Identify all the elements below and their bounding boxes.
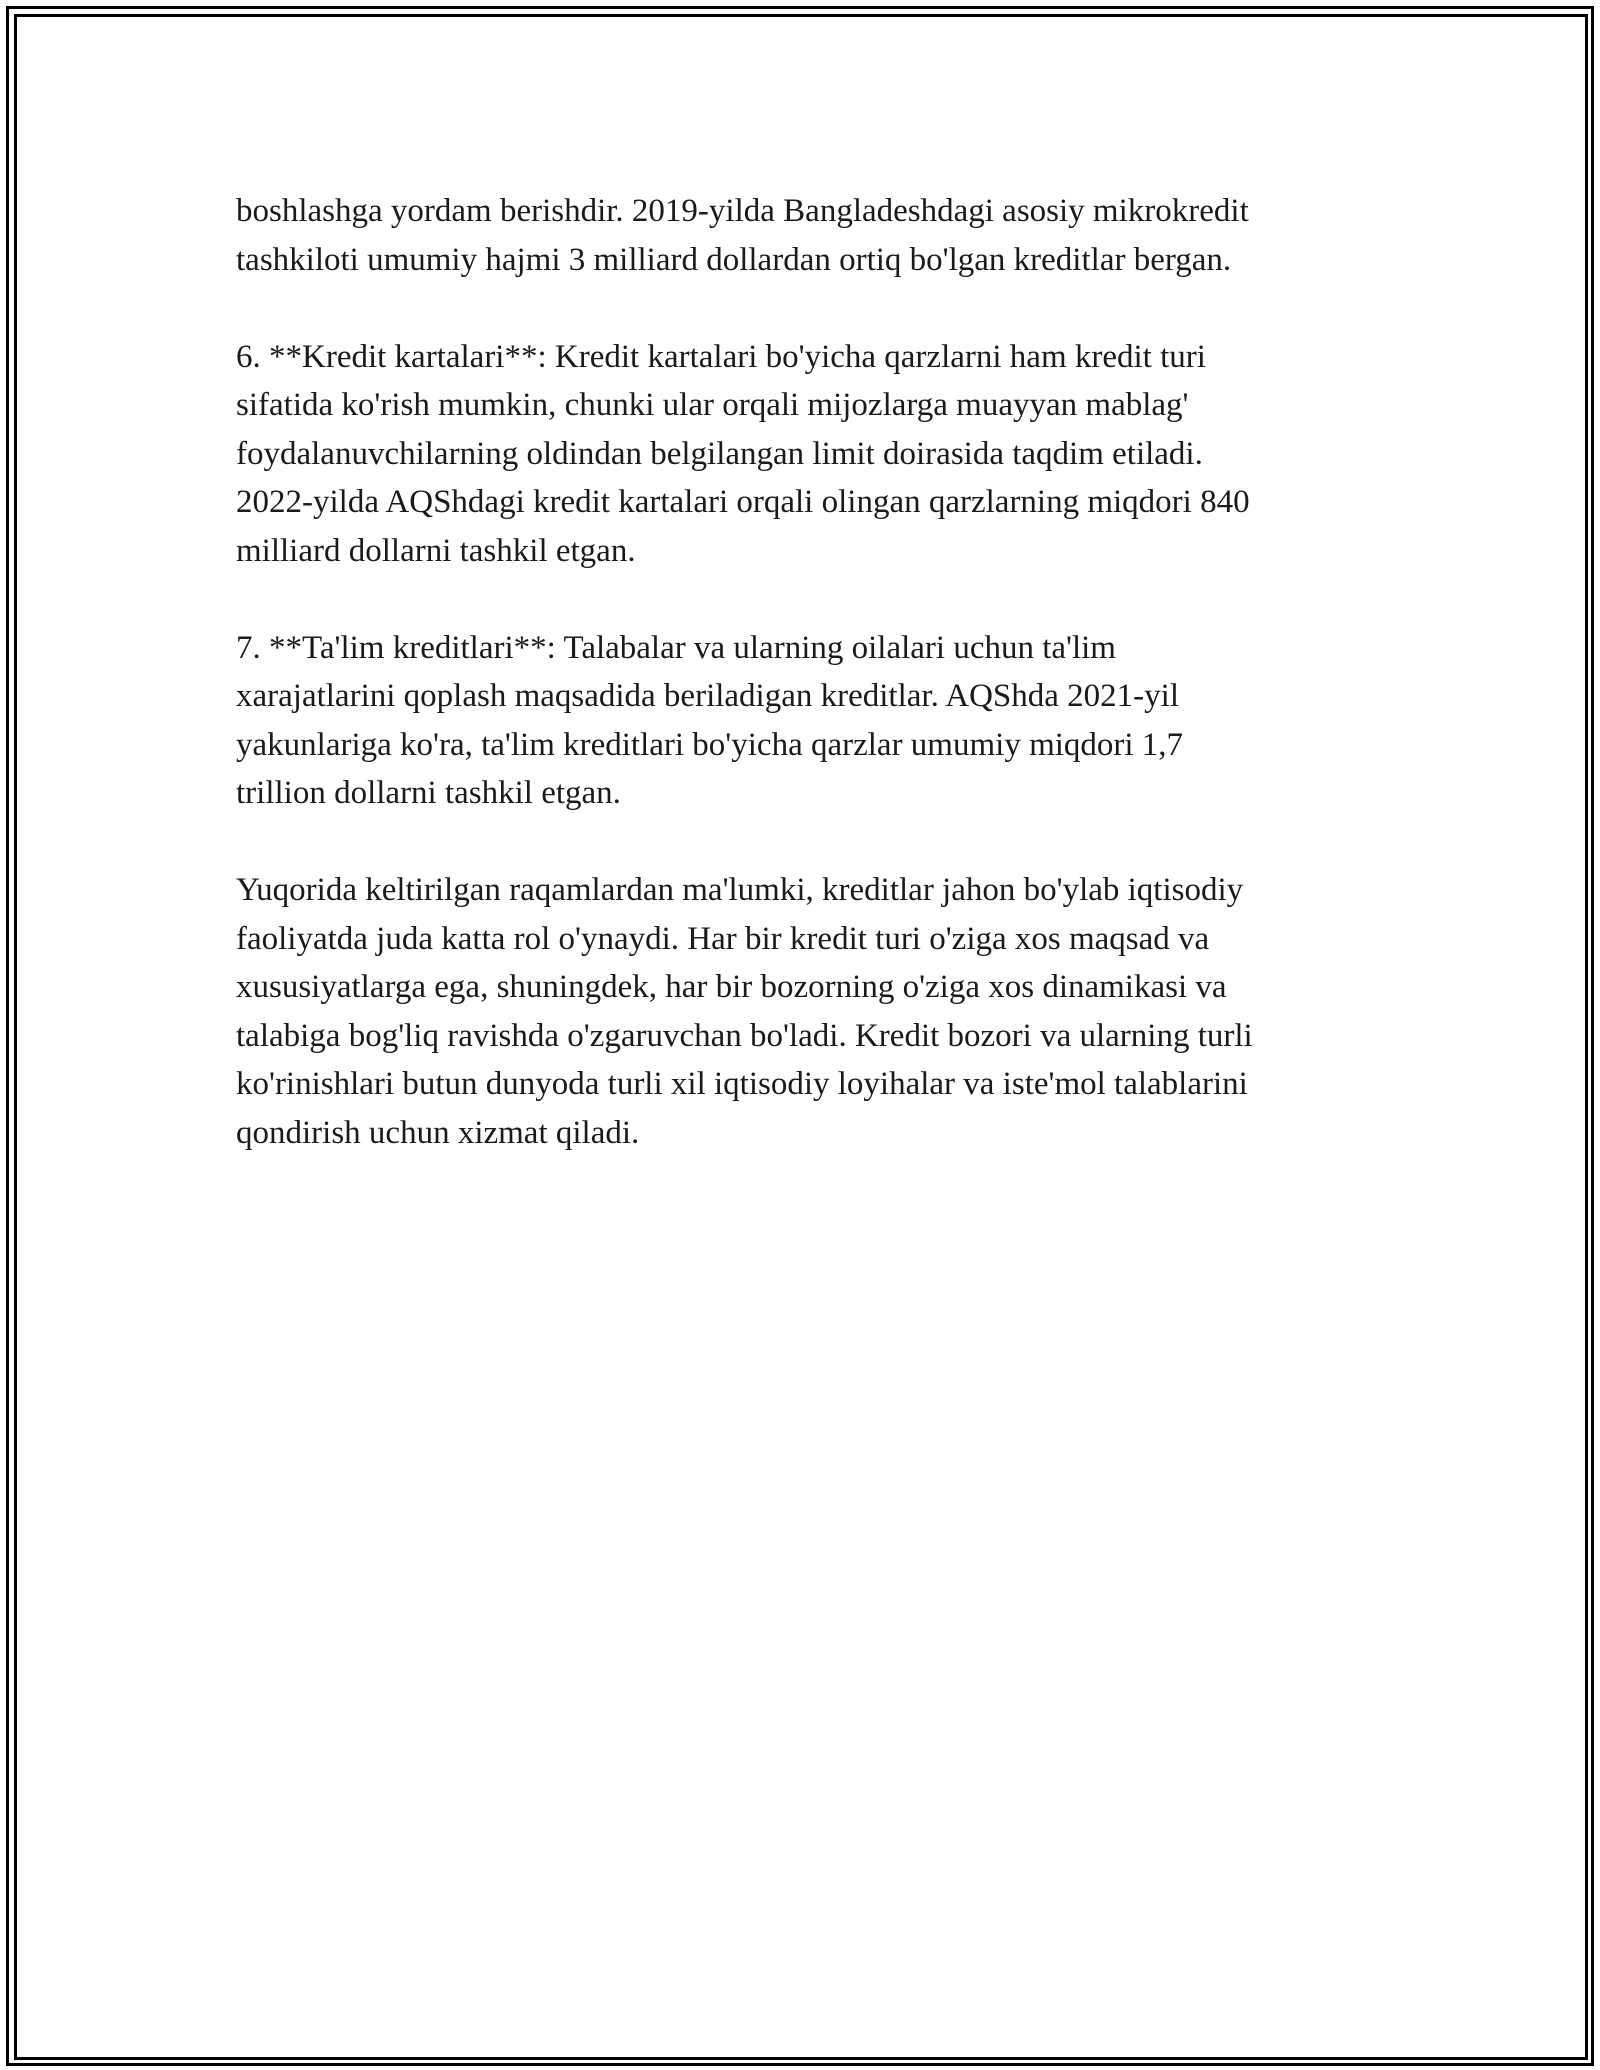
- text-line: foydalanuvchilarning oldindan belgilangan limit doirasida taqdim etiladi.: [236, 435, 1203, 472]
- text-line: boshlashga yordam berishdir. 2019-yilda Bangladeshdagi asosiy mikrokredit: [236, 193, 1249, 229]
- text-line: xarajatlarini qoplash maqsadida beriladigan kreditlar. AQShda 2021-yil: [236, 678, 1179, 714]
- text-line: tashkiloti umumiy hajmi 3 milliard dollardan ortiq bo'lgan kreditlar bergan.: [236, 241, 1232, 278]
- text-line: yakunlariga ko'ra, ta'lim kreditlari bo'yicha qarzlar umumiy miqdori 1,7: [236, 726, 1184, 763]
- text-line: xususiyatlarga ega, shuningdek, har bir bozorning o'ziga xos dinamikasi va: [236, 969, 1227, 1005]
- text-line: 2022-yilda AQShdagi kredit kartalari orqali olingan qarzlarning miqdori 840: [236, 484, 1250, 520]
- text-line: trillion dollarni tashkil etgan.: [236, 775, 621, 811]
- text-line: sifatida ko'rish mumkin, chunki ular orqali mijozlarga muayyan mablag': [236, 387, 1189, 423]
- text-line: 6. **Kredit kartalari**: Kredit kartalari bo'yicha qarzlarni ham kredit turi: [236, 338, 1206, 375]
- paragraph-microcredit-continuation: [236, 187, 1386, 284]
- paragraph-education-loans: [236, 624, 1386, 818]
- paragraph-credit-cards: [236, 333, 1386, 576]
- text-line: qondirish uchun xizmat qiladi.: [236, 1114, 640, 1151]
- text-line: faoliyatda juda katta rol o'ynaydi. Har bir kredit turi o'ziga xos maqsad va: [236, 920, 1210, 957]
- text-line: ko'rinishlari butun dunyoda turli xil iqtisodiy loyihalar va iste'mol talablarini: [236, 1066, 1248, 1102]
- text-line: 7. **Ta'lim kreditlari**: Talabalar va ularning oilalari uchun ta'lim: [236, 629, 1116, 666]
- text-line: milliard dollarni tashkil etgan.: [236, 532, 636, 569]
- text-line: talabiga bog'liq ravishda o'zgaruvchan bo'ladi. Kredit bozori va ularning turli: [236, 1017, 1253, 1054]
- document-body: [236, 187, 1386, 1206]
- paragraph-conclusion: [236, 866, 1386, 1157]
- text-line: Yuqorida keltirilgan raqamlardan ma'lumki, kreditlar jahon bo'ylab iqtisodiy: [236, 872, 1244, 908]
